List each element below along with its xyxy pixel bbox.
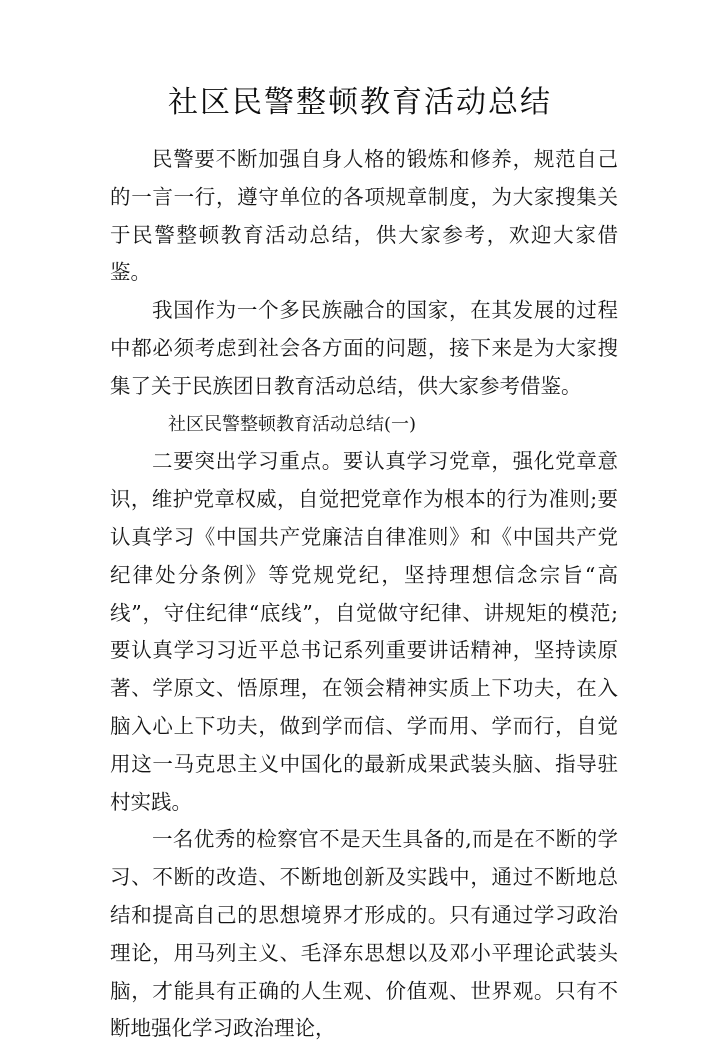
section-heading: 社区民警整顿教育活动总结(一) [168, 413, 417, 435]
document-title: 社区民警整顿教育活动总结 [168, 85, 552, 120]
intro-paragraph-1: 民警要不断加强自身人格的锻炼和修养，规范自己的一言一行，遵守单位的各项规章制度，为大家搜集关于民警整顿教育活动总结，供大家参考，欢迎大家借鉴。 [110, 147, 618, 285]
document-body [110, 141, 618, 1048]
section-paragraph-1: 二要突出学习重点。要认真学习党章，强化党章意识，维护党章权威，自觉把党章作为根本的行为准则;要认真学习《中国共产党廉洁自律准则》和《中国共产党纪律处分条例》等党规党纪，坚持理想信念宗旨“高线”，守住纪律“底线”，自觉做守纪律、讲规矩的模范;要认真学习习近平总书记系列重要讲话精神，坚持读原著、学原文、悟原理，在领会精神实质上下功夫，在入脑入心上下功夫，做到学而信、学而用、学而行，自觉用这一马克思主义中国化的最新成果武装头脑、指导驻村实践。 [110, 449, 618, 814]
section-paragraph-2: 一名优秀的检察官不是天生具备的,而是在不断的学习、不断的改造、不断地创新及实践中，通过不断地总结和提高自己的思想境界才形成的。只有通过学习政治理论，用马列主义、毛泽东思想以及邓小平理论武装头脑，才能具有正确的人生观、价值观、世界观。只有不断地强化学习政治理论， [110, 827, 618, 1041]
intro-paragraph-2: 我国作为一个多民族融合的国家，在其发展的过程中都必须考虑到社会各方面的问题，接下来是为大家搜集了关于民族团日教育活动总结，供大家参考借鉴。 [110, 298, 618, 398]
